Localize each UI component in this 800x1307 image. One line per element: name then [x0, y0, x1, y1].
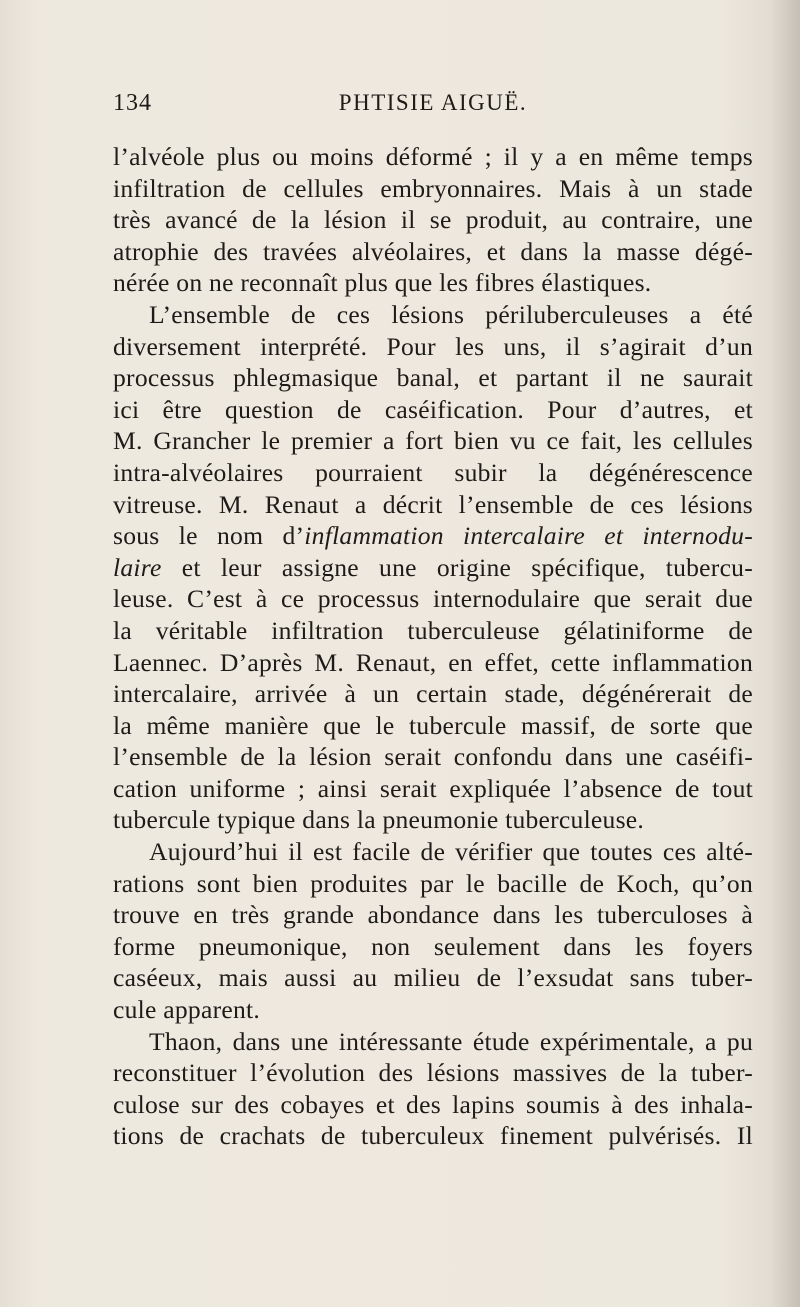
running-title: PHTISIE AIGUË.: [338, 90, 528, 115]
text-line: intra-alvéolaires pourraient subir la dégénérescence: [113, 457, 753, 487]
text-line: diversement interprété. Pour les uns, il s’agirait d’un: [113, 331, 753, 361]
text-line: la véritable infiltration tuberculeuse gélatiniforme de: [113, 615, 753, 645]
text-line: Laennec. D’après M. Renaut, en effet, cette inflammation: [113, 647, 753, 677]
text-line: Thaon, dans une intéressante étude expérimentale, a pu: [149, 1026, 753, 1056]
page-edge-shadow: [770, 0, 800, 1307]
italic-term: inflammation intercalaire et internodu-: [304, 521, 753, 551]
text-line-mixed: [113, 552, 753, 584]
text-line: L’ensemble de ces lésions périluberculeuses a été: [149, 299, 753, 329]
text-segment: sous le nom d’: [113, 521, 305, 551]
paragraph-3: [113, 836, 753, 1026]
text-line: nérée on ne reconnaît plus que les fibres élastiques.: [113, 268, 652, 298]
paragraph-2: [113, 299, 753, 836]
text-line: processus phlegmasique banal, et partant il ne saurait: [113, 363, 753, 393]
text-line: leuse. C’est à ce processus internodulaire que serait due: [113, 584, 753, 614]
text-line: forme pneumonique, non seulement dans les foyers: [113, 931, 753, 961]
text-line: infiltration de cellules embryonnaires. Mais à un stade: [113, 173, 753, 203]
page-number: 134: [113, 90, 152, 116]
text-line: tions de crachats de tuberculeux finement pulvérisés. Il: [113, 1121, 753, 1151]
text-line: intercalaire, arrivée à un certain stade, dégénérerait de: [113, 679, 753, 709]
text-line: la même manière que le tubercule massif, de sorte que: [113, 710, 753, 740]
text-segment: et leur assigne une origine spécifique, tubercu-: [161, 552, 753, 582]
text-line: l’alvéole plus ou moins déformé ; il y a en même temps: [113, 142, 753, 171]
text-line: M. Grancher le premier a fort bien vu ce fait, les cellules: [113, 426, 753, 456]
text-line: caséeux, mais aussi au milieu de l’exsudat sans tuber-: [113, 963, 753, 993]
text-line: vitreuse. M. Renaut a décrit l’ensemble de ces lésions: [113, 489, 753, 519]
paragraph-4: [113, 1026, 753, 1152]
text-line: cule apparent.: [113, 995, 261, 1025]
text-line-mixed: [113, 520, 753, 552]
italic-term: laire: [113, 552, 162, 582]
text-line: culose sur des cobayes et des lapins soumis à des inhala-: [113, 1089, 753, 1119]
text-line: atrophie des travées alvéolaires, et dans la masse dégé-: [113, 236, 753, 266]
text-line: ici être question de caséification. Pour d’autres, et: [113, 394, 753, 424]
text-line: Aujourd’hui il est facile de vérifier que toutes ces alté-: [149, 837, 753, 867]
text-line: tubercule typique dans la pneumonie tuberculeuse.: [113, 805, 645, 835]
text-line: cation uniforme ; ainsi serait expliquée l’absence de tout: [113, 773, 753, 803]
body-text: [113, 141, 753, 1152]
page-header: [113, 90, 753, 130]
text-line: trouve en très grande abondance dans les tuberculoses à: [113, 900, 753, 930]
text-line: reconstituer l’évolution des lésions massives de la tuber-: [113, 1058, 753, 1088]
text-line: l’ensemble de la lésion serait confondu dans une caséifi-: [113, 742, 753, 772]
text-line: très avancé de la lésion il se produit, au contraire, une: [113, 205, 753, 235]
text-line: rations sont bien produites par le bacille de Koch, qu’on: [113, 868, 753, 898]
paragraph-1: [113, 141, 753, 299]
